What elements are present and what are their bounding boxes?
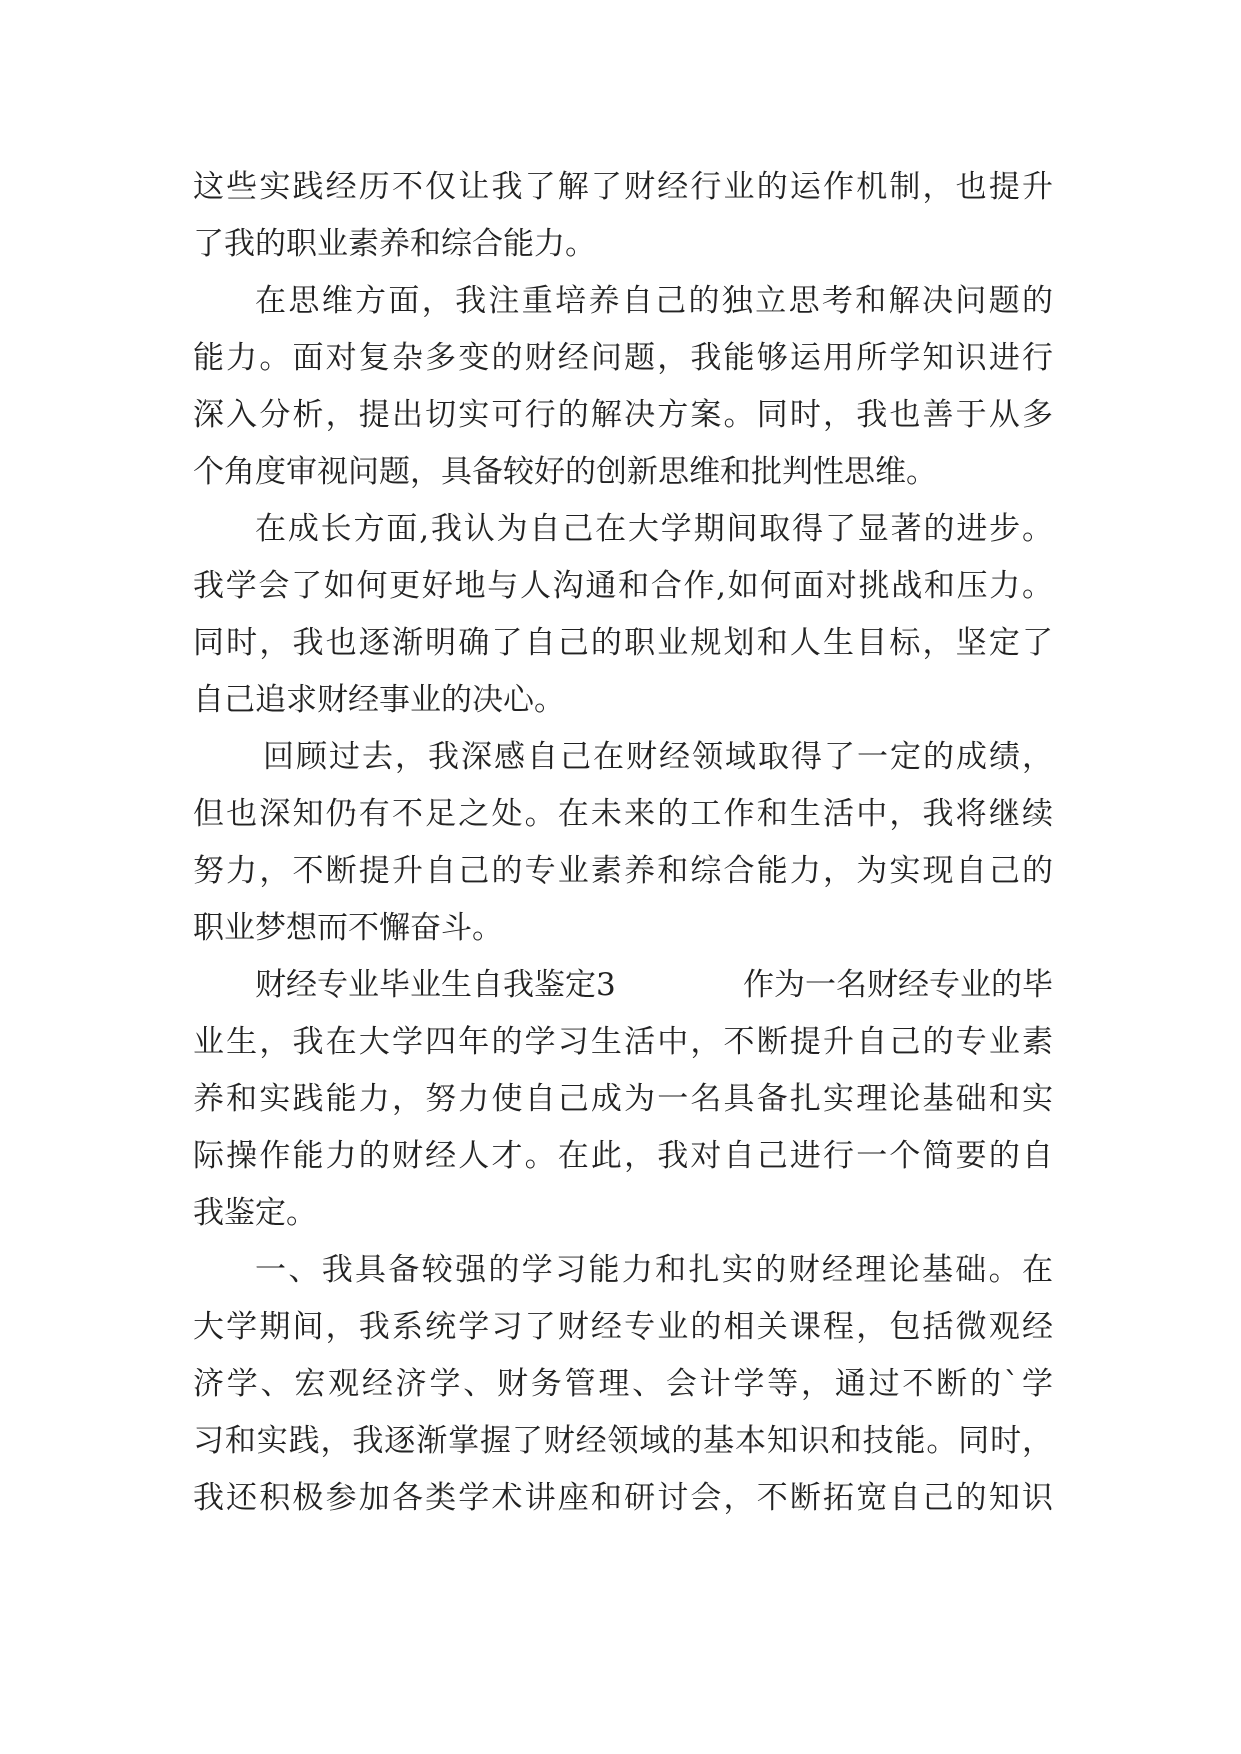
text-line: 深入分析，提出切实可行的解决方案。同时，我也善于从多 (193, 397, 1053, 433)
section-heading-line (193, 957, 1053, 1014)
text-line: 努力，不断提升自己的专业素养和综合能力，为实现自己的 (193, 853, 1053, 889)
text-line: 大学期间，我系统学习了财经专业的相关课程，包括微观经 (193, 1309, 1053, 1345)
section-intro-start: 作为一名财经专业的毕 (743, 967, 1053, 1003)
text-line: 职业梦想而不懈奋斗。 (193, 910, 503, 946)
text-line: 我学会了如何更好地与人沟通和合作,如何面对挑战和压力。 (193, 568, 1053, 604)
paragraph-first-line: 在成长方面,我认为自己在大学期间取得了显著的进步。 (255, 511, 1053, 547)
text-line: 个角度审视问题，具备较好的创新思维和批判性思维。 (193, 454, 937, 490)
text-line: 业生，我在大学四年的学习生活中，不断提升自己的专业素 (193, 1024, 1053, 1060)
text-line: 我还积极参加各类学术讲座和研讨会，不断拓宽自己的知识 (193, 1480, 1053, 1516)
text-line: 习和实践，我逐渐掌握了财经领域的基本知识和技能。同时， (193, 1423, 1053, 1459)
text-line: 能力。面对复杂多变的财经问题，我能够运用所学知识进行 (193, 340, 1053, 376)
text-line: 养和实践能力，努力使自己成为一名具备扎实理论基础和实 (193, 1081, 1053, 1117)
text-line: 了我的职业素养和综合能力。 (193, 226, 596, 262)
text-line: 但也深知仍有不足之处。在未来的工作和生活中，我将继续 (193, 796, 1053, 832)
text-line: 自己追求财经事业的决心。 (193, 682, 565, 718)
paragraph-first-line: 一、我具备较强的学习能力和扎实的财经理论基础。在 (255, 1252, 1053, 1288)
paragraph-first-line: 回顾过去，我深感自己在财经领域取得了一定的成绩， (263, 739, 1053, 775)
text-line: 我鉴定。 (193, 1195, 317, 1231)
paragraph-first-line: 在思维方面，我注重培养自己的独立思考和解决问题的 (255, 283, 1053, 319)
section-heading: 财经专业毕业生自我鉴定3 (255, 967, 616, 1003)
text-line: 际操作能力的财经人才。在此，我对自己进行一个简要的自 (193, 1138, 1053, 1174)
text-line: 这些实践经历不仅让我了解了财经行业的运作机制，也提升 (193, 169, 1053, 205)
text-line: 济学、宏观经济学、财务管理、会计学等，通过不断的`学 (193, 1366, 1053, 1402)
body-text (193, 159, 1053, 1527)
text-line: 同时，我也逐渐明确了自己的职业规划和人生目标，坚定了 (193, 625, 1053, 661)
